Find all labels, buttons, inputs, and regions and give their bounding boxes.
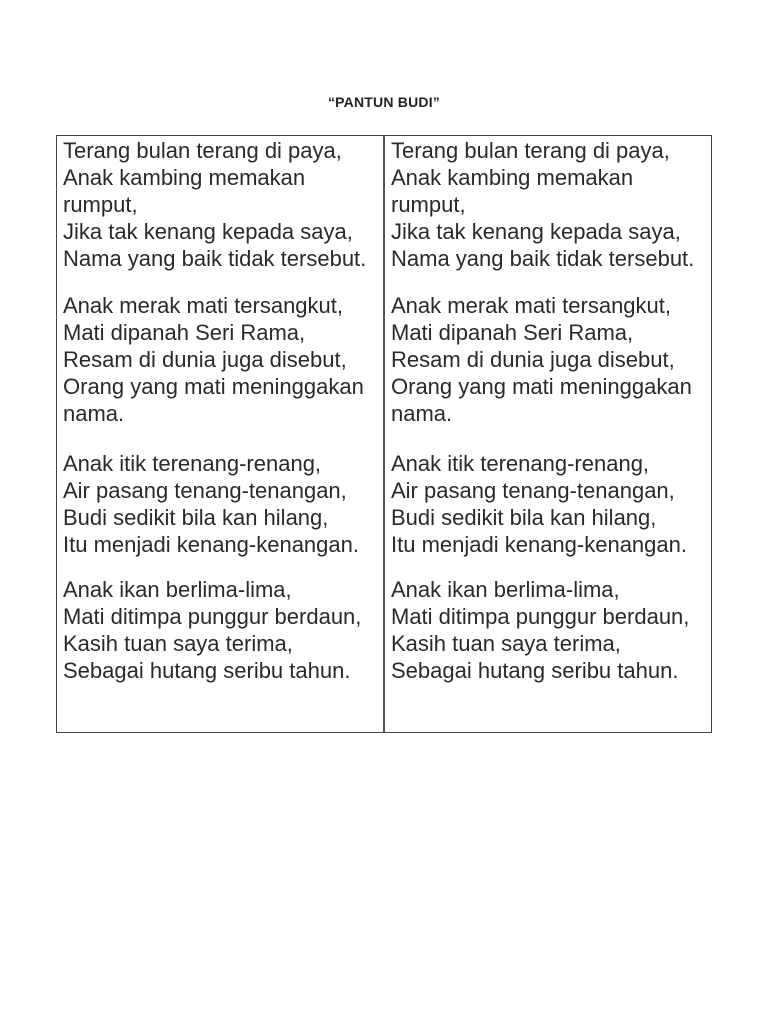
verse-line: rumput, — [391, 192, 466, 217]
verse-line: Air pasang tenang-tenangan, — [391, 478, 675, 503]
stanza-2 — [63, 292, 364, 427]
verse-line: Orang yang mati meninggakan — [63, 374, 364, 399]
stanza-4 — [391, 576, 689, 684]
verse-line: Anak kambing memakan — [391, 165, 634, 190]
verse-line: Sebagai hutang seribu tahun. — [391, 658, 679, 683]
verse-line: Resam di dunia juga disebut, — [63, 347, 347, 372]
verse-line: Anak ikan berlima-lima, — [391, 577, 620, 602]
verse-line: nama. — [63, 401, 125, 426]
stanza-3 — [391, 450, 687, 558]
verse-line: Sebagai hutang seribu tahun. — [63, 658, 351, 683]
verse-line: Jika tak kenang kepada saya, — [391, 219, 681, 244]
verse-line: rumput, — [63, 192, 138, 217]
verse-line: nama. — [391, 401, 453, 426]
verse-line: Itu menjadi kenang-kenangan. — [391, 532, 687, 557]
verse-line: Air pasang tenang-tenangan, — [63, 478, 347, 503]
verse-line: Nama yang baik tidak tersebut. — [391, 246, 695, 271]
verse-line: Budi sedikit bila kan hilang, — [391, 505, 657, 530]
column-divider — [383, 136, 385, 732]
document-title: “PANTUN BUDI” — [327, 94, 440, 110]
verse-line: Mati dipanah Seri Rama, — [63, 320, 306, 345]
verse-line: Budi sedikit bila kan hilang, — [63, 505, 329, 530]
verse-line: Mati dipanah Seri Rama, — [391, 320, 634, 345]
verse-line: Nama yang baik tidak tersebut. — [63, 246, 367, 271]
verse-line: Anak merak mati tersangkut, — [391, 293, 672, 318]
verse-line: Itu menjadi kenang-kenangan. — [63, 532, 359, 557]
stanza-1 — [391, 137, 694, 272]
verse-line: Anak merak mati tersangkut, — [63, 293, 344, 318]
verse-line: Anak itik terenang-renang, — [63, 451, 322, 476]
verse-line: Anak ikan berlima-lima, — [63, 577, 292, 602]
verse-line: Kasih tuan saya terima, — [63, 631, 293, 656]
verse-line: Anak kambing memakan — [63, 165, 306, 190]
stanza-1 — [63, 137, 366, 272]
stanza-4 — [63, 576, 361, 684]
verse-line: Kasih tuan saya terima, — [391, 631, 621, 656]
verse-line: Jika tak kenang kepada saya, — [63, 219, 353, 244]
verse-line: Mati ditimpa punggur berdaun, — [63, 604, 362, 629]
stanza-3 — [63, 450, 359, 558]
verse-line: Terang bulan terang di paya, — [63, 138, 342, 163]
verse-line: Mati ditimpa punggur berdaun, — [391, 604, 690, 629]
verse-line: Orang yang mati meninggakan — [391, 374, 692, 399]
verse-line: Resam di dunia juga disebut, — [391, 347, 675, 372]
verse-line: Anak itik terenang-renang, — [391, 451, 650, 476]
pantun-table — [56, 135, 712, 733]
verse-line: Terang bulan terang di paya, — [391, 138, 670, 163]
stanza-2 — [391, 292, 692, 427]
